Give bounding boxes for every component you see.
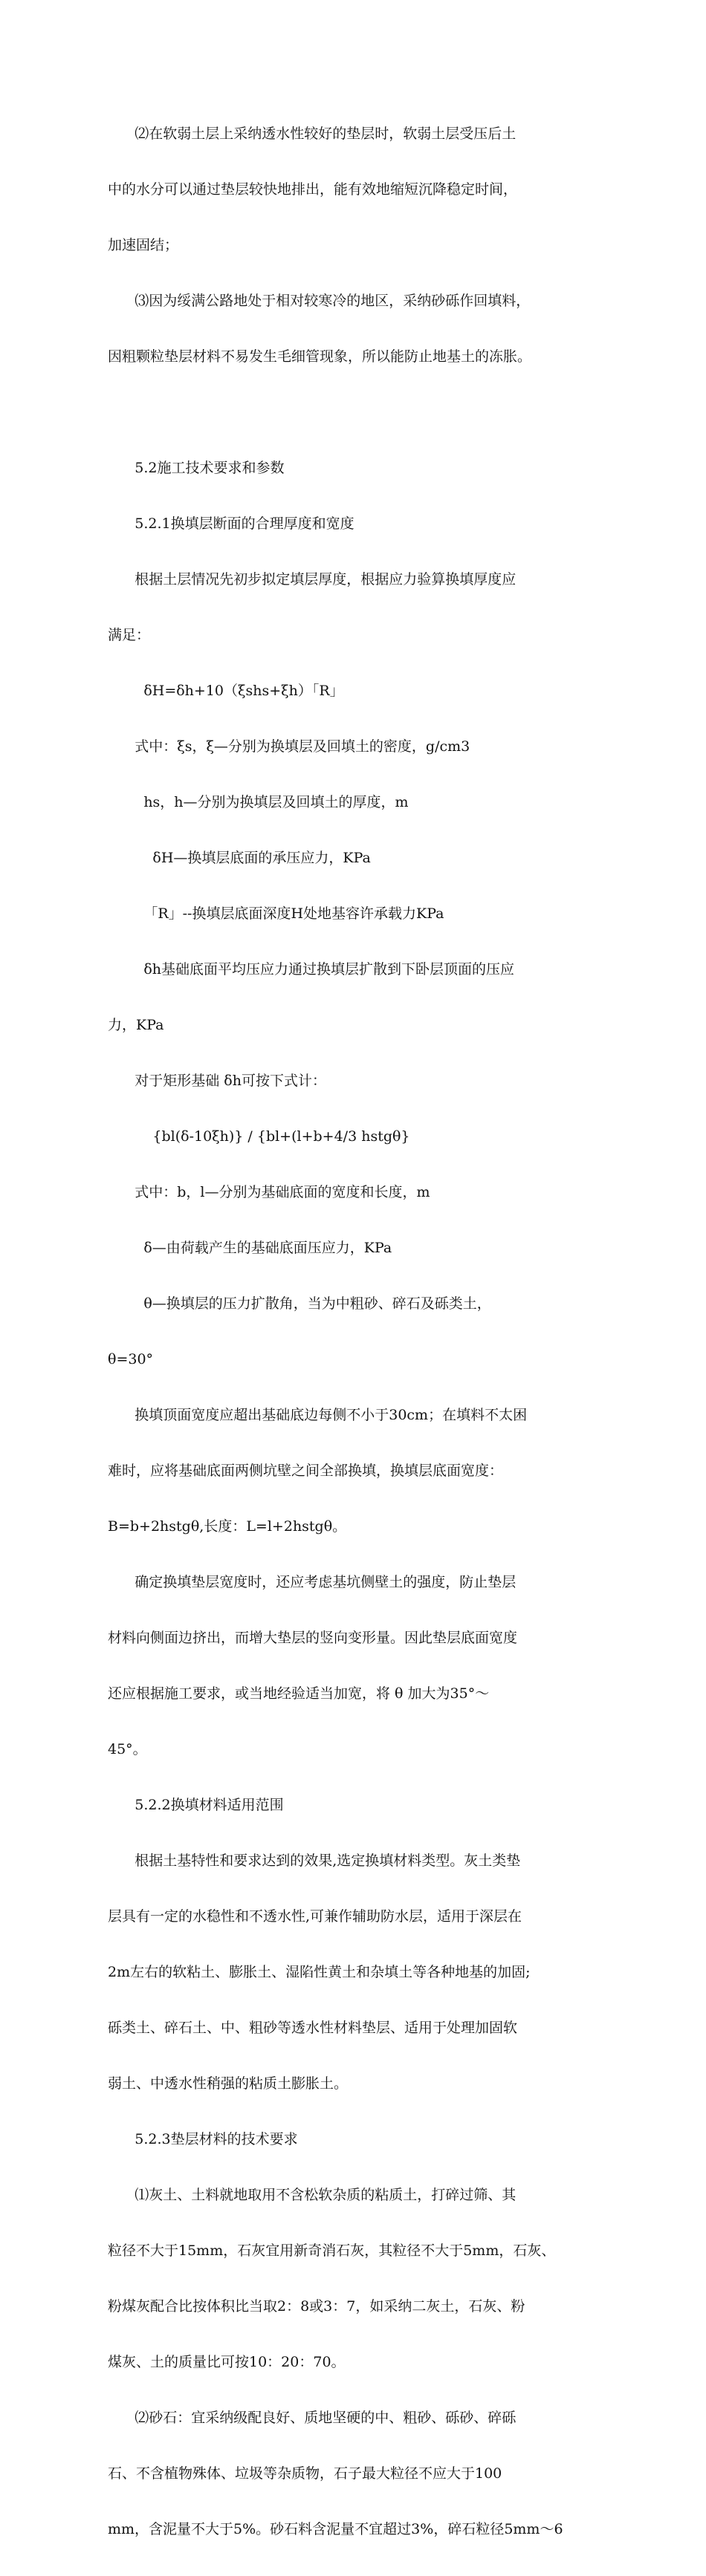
text-line: 材料向侧面边挤出，而增大垫层的竖向变形量。因此垫层底面宽度 — [108, 1630, 518, 1646]
text-line: 对于矩形基础 δh可按下式计： — [108, 1073, 326, 1089]
formula-line: B=b+2hstgθ,长度：L=l+2hstgθ。 — [108, 1518, 347, 1535]
text-line: 换填顶面宽度应超出基础底边每侧不小于30cm；在填料不太困 — [108, 1407, 528, 1423]
text-line: 根据土基特性和要求达到的效果,选定换填材料类型。灰土类垫 — [108, 1853, 521, 1869]
text-line: 层具有一定的水稳性和不透水性,可兼作辅助防水层，适用于深层在 — [108, 1908, 522, 1925]
text-line: 2m左右的软粘土、膨胀土、湿陷性黄土和杂填土等各种地基的加固; — [108, 1964, 531, 1980]
text-line: hs，h—分别为换填层及回填土的厚度，m — [108, 794, 409, 810]
text-line: 根据土层情况先初步拟定填层厚度，根据应力验算换填厚度应 — [108, 571, 516, 588]
text-line: 石、不含植物殊体、垃圾等杂质物，石子最大粒径不应大于100 — [108, 2465, 502, 2482]
text-line: 加速固结； — [108, 237, 179, 253]
formula-line: {bl(δ-10ξh)} / {bl+(l+b+4/3 hstgθ} — [108, 1128, 410, 1145]
subsection-heading: 5.2.3垫层材料的技术要求 — [108, 2131, 298, 2147]
text-line: 难时，应将基础底面两侧坑壁之间全部换填，换填层底面宽度： — [108, 1463, 504, 1479]
text-line: 砾类土、碎石土、中、粗砂等透水性材料垫层、适用于处理加固软 — [108, 2020, 518, 2036]
formula-line: δH=δh+10（ξshs+ξh）「R」 — [108, 683, 344, 699]
text-line: ⑵砂石：宜采纳级配良好、质地坚硬的中、粗砂、砾砂、碎砾 — [108, 2410, 516, 2426]
text-line: θ=30° — [108, 1351, 154, 1367]
blank-line — [108, 403, 613, 422]
text-line: 力，KPa — [108, 1017, 164, 1033]
text-line: ⑵在软弱土层上采纳透水性较好的垫层时，软弱土层受压后土 — [108, 126, 516, 142]
text-line: 粉煤灰配合比按体积比当取2：8或3：7，如采纳二灰土，石灰、粉 — [108, 2298, 525, 2315]
text-line: 确定换填垫层宽度时，还应考虑基坑侧壁土的强度，防止垫层 — [108, 1574, 516, 1590]
text-line: 45°。 — [108, 1741, 147, 1757]
text-line: 粒径不大于15mm，石灰宜用新奇消石灰，其粒径不大于5mm，石灰、 — [108, 2242, 556, 2259]
text-line: 式中：ξs，ξ—分别为换填层及回填土的密度，g/cm3 — [108, 738, 470, 755]
subsection-heading: 5.2.1换填层断面的合理厚度和宽度 — [108, 515, 354, 532]
text-line: 因粗颗粒垫层材料不易发生毛细管现象，所以能防止地基土的冻胀。 — [108, 348, 532, 365]
text-line: mm，含泥量不大于5%。砂石料含泥量不宜超过3%，碎石粒径5mm～6 — [108, 2521, 563, 2537]
text-line: 还应根据施工要求，或当地经验适当加宽，将 θ 加大为35°～ — [108, 1685, 490, 1702]
subsection-heading: 5.2.2换填材料适用范围 — [108, 1797, 284, 1813]
text-line: 「R」--换填层底面深度H处地基容许承载力KPa — [108, 905, 444, 922]
text-line: 中的水分可以通过垫层较快地排出，能有效地缩短沉降稳定时间， — [108, 181, 518, 198]
text-line: θ—换填层的压力扩散角，当为中粗砂、碎石及砾类土， — [108, 1295, 491, 1312]
text-line: 煤灰、土的质量比可按10：20：70。 — [108, 2354, 346, 2370]
section-heading: 5.2施工技术要求和参数 — [108, 460, 285, 476]
text-line: 式中：b，l—分别为基础底面的宽度和长度，m — [108, 1184, 430, 1200]
text-line: δh基础底面平均压应力通过换填层扩散到下卧层顶面的压应 — [108, 961, 514, 978]
text-line: δ—由荷载产生的基础底面压应力，KPa — [108, 1240, 392, 1256]
text-line: ⑴灰土、土料就地取用不含松软杂质的粘质土，打碎过筛、其 — [108, 2187, 516, 2203]
text-line: ⑶因为绥满公路地处于相对较寒冷的地区，采纳砂砾作回填料， — [108, 293, 531, 309]
text-line: 弱土、中透水性稍强的粘质土膨胀土。 — [108, 2075, 349, 2092]
text-line: 满足： — [108, 627, 151, 643]
text-line: δH—换填层底面的承压应力，KPa — [108, 850, 371, 866]
body-text — [108, 88, 613, 2576]
